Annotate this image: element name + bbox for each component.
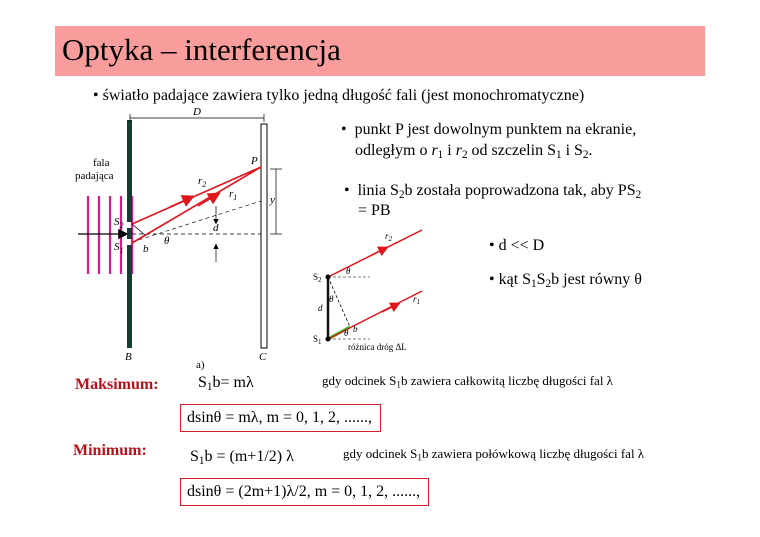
barrier-top [127, 120, 132, 222]
label-d: d [318, 303, 323, 313]
incident-wave-lines [88, 196, 132, 274]
bullet-point-p-line2: odległym o $r_1$ i $r_2$ od szczelin $S_1$ i $S_2$. [355, 142, 593, 161]
page-title: Optyka – interferencja [62, 32, 341, 67]
label-S2: $S_2$ [313, 272, 322, 284]
ray-r1 [328, 291, 422, 339]
minimum-condition: $S_1b = (m+1/2)$ λ [190, 448, 294, 467]
maximum-condition: $S_1b= m\lambda$ [198, 374, 254, 393]
label-b: b [353, 324, 358, 334]
minimum-formula: dsinθ = (2m+1)λ/2, m = 0, 1, 2, ......, [180, 478, 429, 506]
wave-label-1: fala [93, 157, 110, 169]
label-S2: $S_2$ [114, 216, 124, 230]
label-theta-top: θ [346, 266, 351, 276]
bullet-angle: • kąt $S_1S_2b$ jest równy θ [489, 271, 642, 290]
label-b: b [143, 243, 149, 255]
screen [261, 124, 267, 348]
label-B: B [125, 351, 132, 363]
label-y: y [270, 194, 275, 206]
minimum-label: Minimum: [73, 442, 147, 459]
figure-caption-a: a) [196, 359, 205, 371]
label-theta-bottom: θ [344, 328, 349, 338]
label-r1: $r_1$ [229, 188, 238, 202]
maximum-note: gdy odcinek $S_1b$ zawiera całkowitą liczbę długości fal λ [322, 373, 613, 390]
label-r1: $r_1$ [413, 294, 421, 306]
bullet-line-s2b-line2: = PB [358, 202, 391, 219]
minimum-note: gdy odcinek $S_1b$ zawiera połówkową liczbę długości fal λ [343, 446, 645, 463]
intro-bullet: • światło padające zawiera tylko jedną długość fali (jest monochromatyczne) [93, 87, 585, 104]
path-difference-figure [310, 226, 440, 356]
maximum-label: Maksimum: [75, 376, 159, 393]
maximum-formula: dsinθ = mλ, m = 0, 1, 2, ......, [180, 404, 381, 432]
bullet-line-s2b: • linia $S_2b$ została poprowadzona tak, aby $PS_2$ [344, 182, 642, 201]
ray-r2 [132, 167, 261, 224]
label-d: d [213, 222, 219, 234]
label-P: P [251, 155, 258, 167]
label-r2: $r_2$ [198, 175, 207, 189]
barrier-middle [127, 228, 132, 239]
label-theta: θ [164, 235, 170, 247]
double-slit-figure [70, 104, 292, 372]
wave-label-2: padająca [75, 170, 114, 182]
bullet-point-p: • punkt P jest dowolnym punktem na ekranie, [341, 121, 637, 138]
label-path-difference: różnica dróg ΔL [348, 342, 407, 352]
barrier-bottom [127, 245, 132, 348]
label-r2: $r_2$ [385, 231, 393, 243]
bullet-d-much-less-D: • d << D [489, 237, 545, 254]
label-S1: $S_1$ [313, 334, 322, 346]
theta-axis [132, 201, 261, 242]
label-D: D [193, 106, 201, 118]
ray-r1 [132, 167, 261, 243]
label-S1: $S_1$ [114, 241, 124, 255]
label-C: C [259, 351, 267, 363]
s2-b-line [132, 224, 145, 235]
label-theta-mid: θ [329, 294, 334, 304]
